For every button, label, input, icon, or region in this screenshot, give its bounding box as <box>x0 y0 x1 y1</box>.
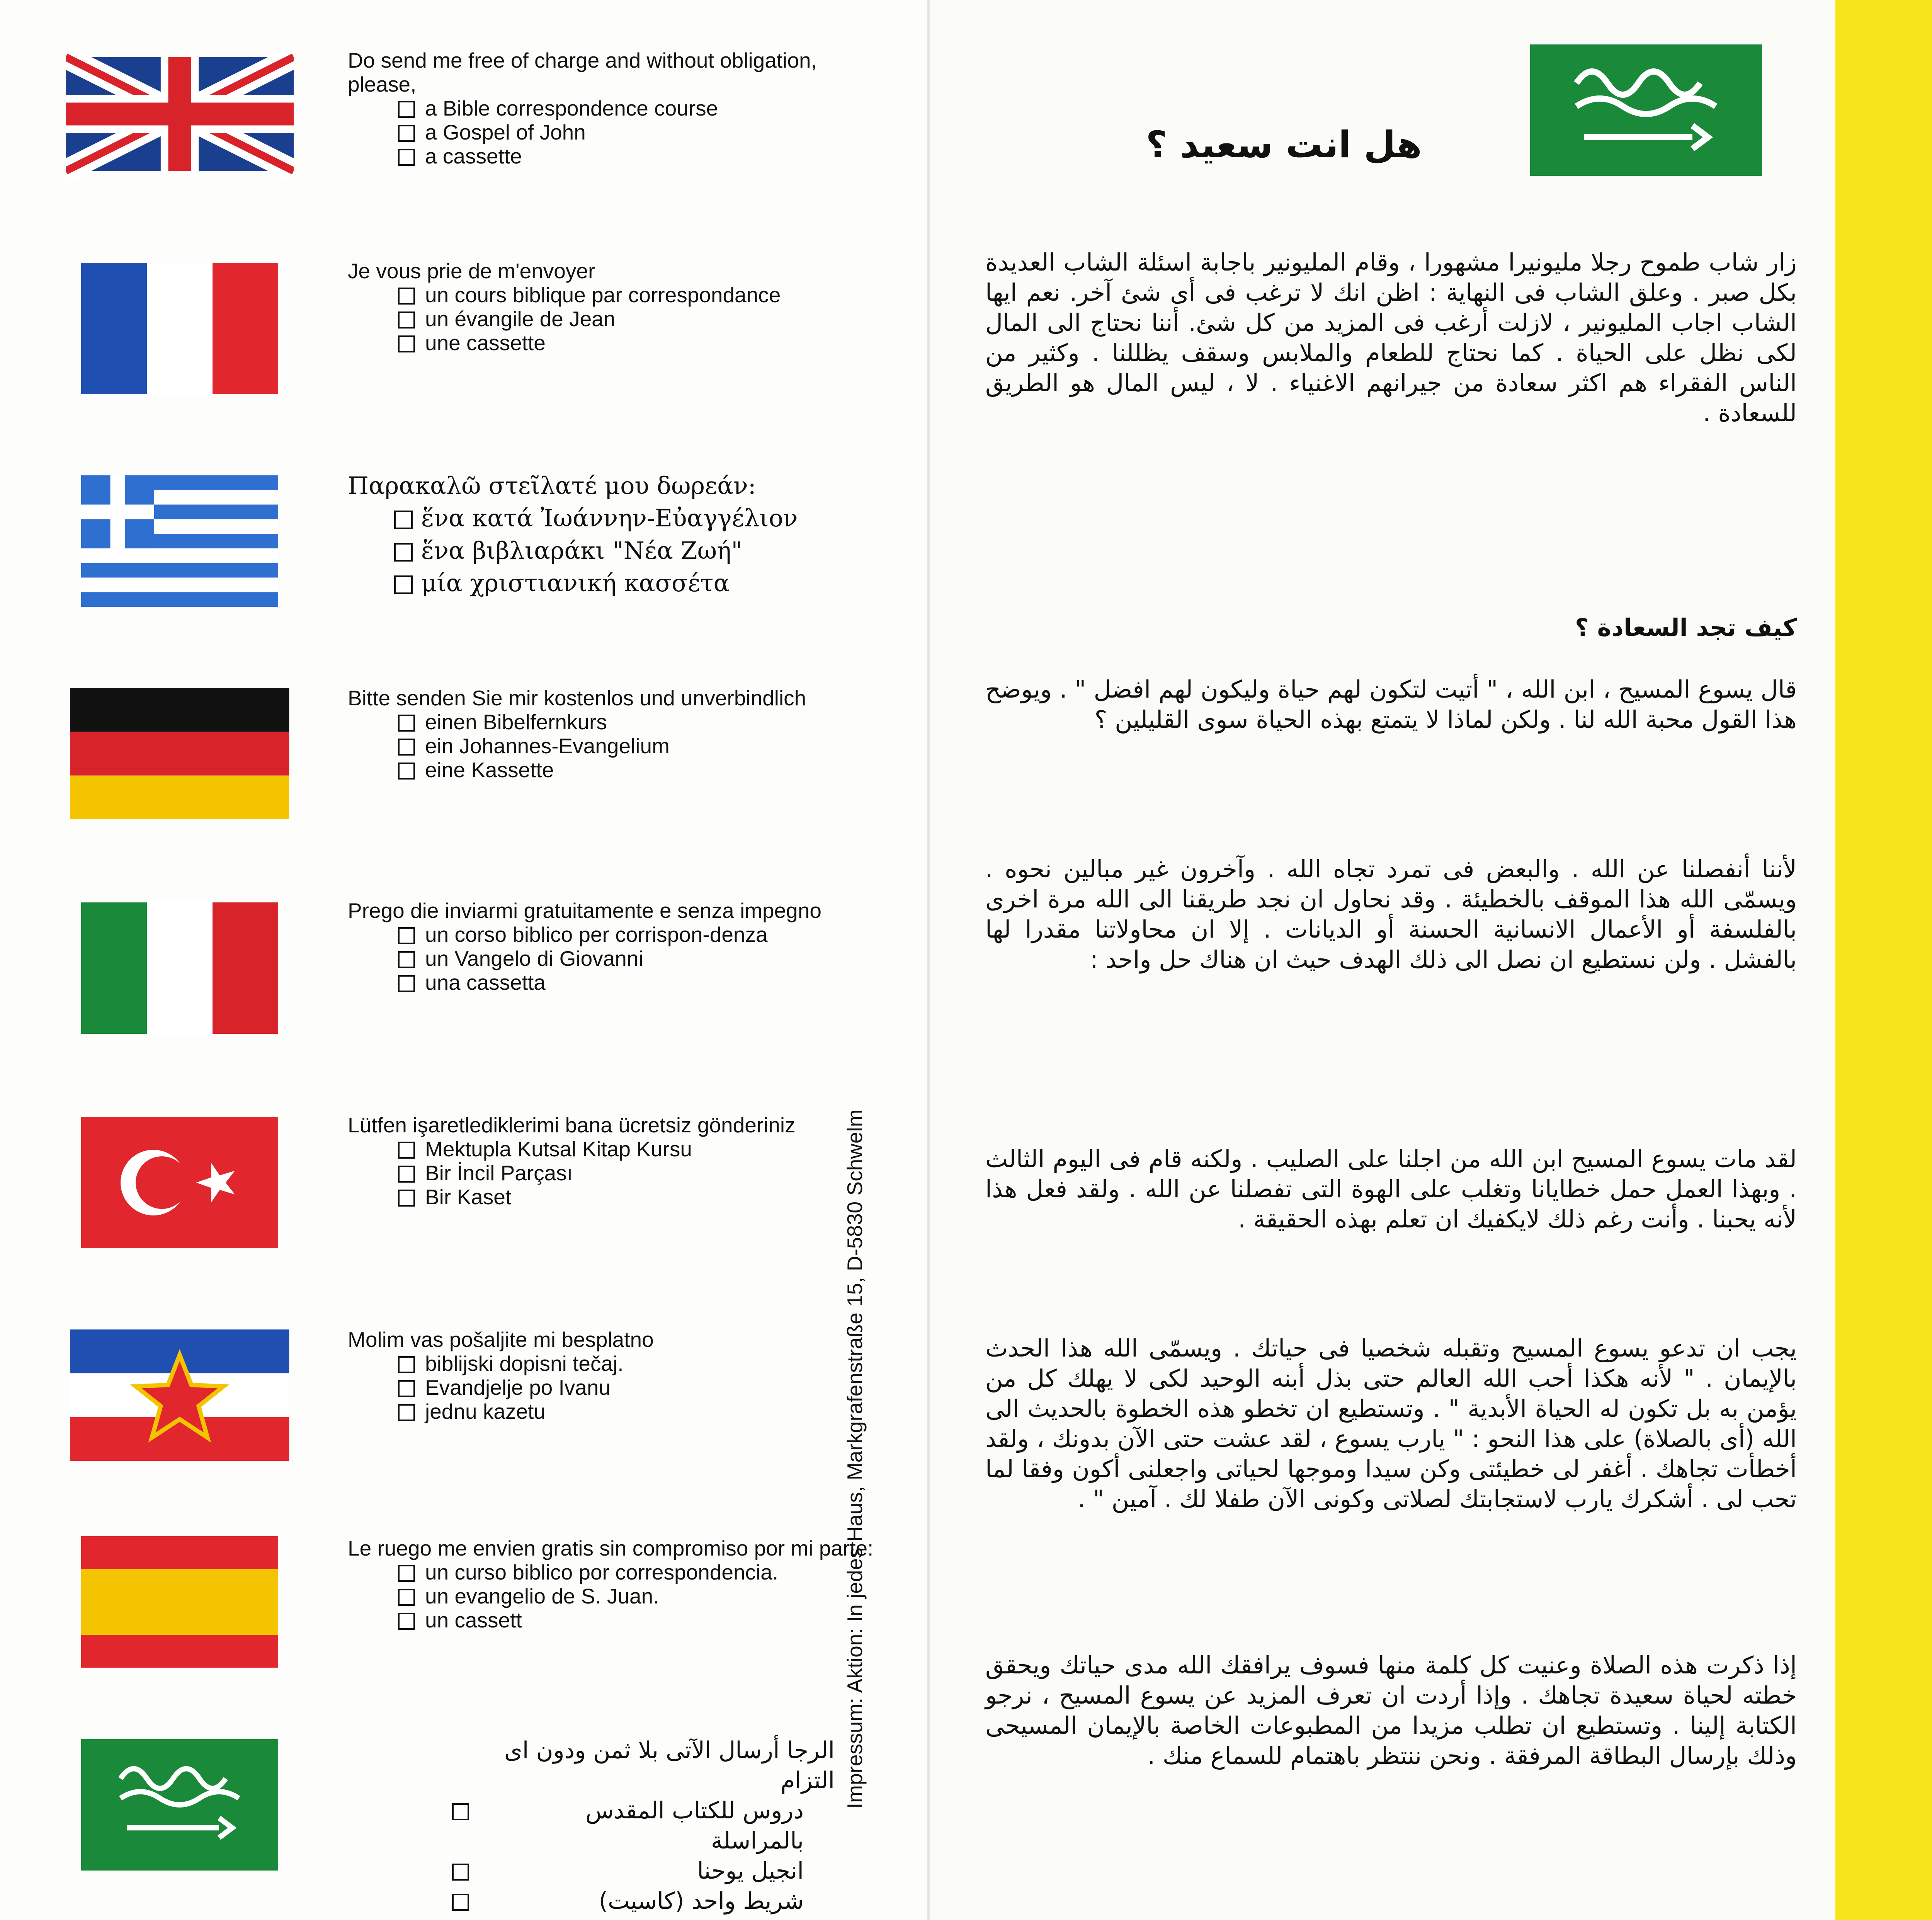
turkey-flag <box>66 1117 294 1248</box>
form-intro: الرجا أرسال الآتى بلا ثمن ودون اى التزام <box>504 1737 835 1794</box>
form-intro: Lütfen işaretlediklerimi bana ücretsiz gönderiniz <box>348 1113 796 1137</box>
germany-flag <box>66 688 294 819</box>
checkbox-option[interactable]: Evandjelje po Ivanu <box>398 1375 889 1399</box>
cover-panel <box>1835 0 1932 1920</box>
paragraph: قال يسوع المسيح ، ابن الله ، " أتيت لتكون لهم حياة وليكون لهم افضل " . ويوضح هذا القول محبة الله لنا . ولكن لماذا لا يتمتع بهذه الحياة سوى القليلين ؟ <box>985 675 1797 734</box>
paragraph: إذا ذكرت هذه الصلاة وعنيت كل كلمة منها فسوف يرافقك الله مدى حياتك ويحقق خطته لحياة سعيدة تجاهك . وإذا أردت ان تعرف المزيد عن يسوع المسيح ، نرجو الكتابة إلينا . وتستطيع ان تطلب مزيدا من المطبوعات الخاصة بالإيمان المسيحى وذلك بإرسال البطاقة المرفقة . ونحن ننتظر باهتمام للسماع منك . <box>985 1651 1797 1770</box>
checkbox-option[interactable]: eine Kassette <box>398 758 889 782</box>
checkbox-option[interactable]: انجيل يوحنا <box>487 1856 804 1886</box>
checkbox-option[interactable]: Bir İncil Parçası <box>398 1161 889 1185</box>
checkbox-option[interactable]: Bir Kaset <box>398 1185 889 1209</box>
checkbox-option[interactable]: ἕνα κατά Ἰωάννην-Εὐαγγέλιον <box>394 502 889 534</box>
form-french <box>348 259 889 355</box>
checkbox-option[interactable]: ein Johannes-Evangelium <box>398 734 889 758</box>
page-title: هل انت سعيد ؟ <box>1146 124 1422 166</box>
saudi-flag <box>1530 44 1762 176</box>
greece-flag <box>66 475 294 607</box>
checkbox-option[interactable]: un cassett <box>398 1608 889 1632</box>
paragraph: لأننا أنفصلنا عن الله . والبعض فى تمرد تجاه الله . وآخرون غير مبالين نحوه . ويسمّى الله هذا الموقف بالخطيئة . وقد نحاول ان نجد طريقنا الى الله مرة اخرى بالفلسفة أو الأعمال الانسانية الحسنة أو الديانات . إلا ان محاولاتنا مقدرا لها بالفشل . ولن نستطيع ان نصل الى ذلك الهدف حيث ان هناك حل واحد : <box>985 855 1797 974</box>
form-intro: Prego die inviarmi gratuitamente e senza impegno <box>348 899 821 923</box>
navy-body <box>1835 0 1932 1920</box>
imprint-text: Impressum: Aktion: In jedes Haus, Markgrafenstraße 15, D-5830 Schwelm <box>843 1109 867 1809</box>
checkbox-option[interactable]: un corso biblico per corrispon-denza <box>398 923 889 946</box>
form-croatian <box>348 1328 889 1423</box>
yugoslavia-flag <box>66 1329 294 1461</box>
paragraph: لقد مات يسوع المسيح ابن الله من اجلنا على الصليب . ولكنه قام فى اليوم الثالث . وبهذا العمل حمل خطايانا وتغلب على الهوة التى تفصلنا عن الله . ولقد فعل هذا لأنه يحبنا . وأنت رغم ذلك لايكفيك ان تعلم بهذه الحقيقة . <box>985 1145 1797 1233</box>
checkbox-option[interactable]: شريط واحد (كاسيت) <box>487 1886 804 1916</box>
form-arabic <box>487 1735 835 1916</box>
checkbox-option[interactable]: μία χριστιανική κασσέτα <box>394 567 889 599</box>
checkbox-option[interactable]: un cours biblique par correspondance <box>398 283 889 307</box>
france-flag <box>66 263 294 394</box>
form-german <box>348 686 889 782</box>
checkbox-option[interactable]: jednu kazetu <box>398 1399 889 1423</box>
checkbox-option[interactable]: un Vangelo di Giovanni <box>398 946 889 970</box>
subheading: كيف تجد السعادة ؟ <box>1575 613 1797 642</box>
checkbox-option[interactable]: una cassetta <box>398 970 889 994</box>
paragraph: زار شاب طموح رجلا مليونيرا مشهورا ، وقام المليونير باجابة اسئلة الشاب العديدة بكل صبر . وعلق الشاب فى النهاية : اظن انك لا ترغب فى أى شئ آخر. نعم ايها الشاب اجاب المليونير ، لازلت أرغب فى المزيد من كل شئ. أننا نحتاج الى المال لكى نظل على الحياة . كما نحتاج للطعام والملابس وسقف يظللنا . وكثير من الناس الفقراء هم اكثر سعادة من جيرانهم الاغنياء . لا ، ليس المال هو الطريق للسعادة . <box>985 248 1797 427</box>
form-intro: Je vous prie de m'envoyer <box>348 259 595 283</box>
form-greek <box>348 470 889 599</box>
form-intro: Παρακαλῶ στεῖλατέ μου δωρεάν: <box>348 471 756 500</box>
checkbox-option[interactable]: biblijski dopisni tečaj. <box>398 1351 889 1375</box>
form-turkish <box>348 1113 889 1209</box>
checkbox-option[interactable]: un evangelio de S. Juan. <box>398 1584 889 1608</box>
italy-flag <box>66 902 294 1034</box>
form-intro: Do send me free of charge and without obligation, please, <box>348 48 817 96</box>
spain-flag <box>66 1536 294 1668</box>
paragraph: يجب ان تدعو يسوع المسيح وتقبله شخصيا فى حياتك . ويسمّى الله هذا الحدث بالإيمان . " لأنه هكذا أحب الله العالم حتى بذل أبنه الوحيد لكى لا يهلك كل من يؤمن به بل تكون له الحياة الأبدية " . وتستطيع ان تخطو هذه الخطوة بالحديث الى الله (أى بالصلاة) على هذا النحو : " يارب يسوع ، لقد عشت حتى الآن بدونك ، ولقد أخطأت تجاهك . أغفر لى خطيئتى وكن سيدا وموجها لحياتى واجعلنى أكون وفقا لما تحب لى . أشكرك يارب لاستجابتك لصلاتى وكونى الآن طفلا لك . آمين " . <box>985 1334 1797 1513</box>
form-intro: Bitte senden Sie mir kostenlos und unverbindlich <box>348 686 806 710</box>
checkbox-option[interactable]: un curso biblico por correspondencia. <box>398 1560 889 1584</box>
question-mark-illustration <box>1835 0 1932 1920</box>
spain-band <box>1916 310 1932 545</box>
reply-card-panel <box>0 0 927 1920</box>
checkbox-option[interactable]: a cassette <box>398 144 889 168</box>
checkbox-option[interactable]: a Gospel of John <box>398 120 889 144</box>
uk-flag <box>66 48 294 180</box>
checkbox-option[interactable]: Mektupla Kutsal Kitap Kursu <box>398 1137 889 1161</box>
checkbox-option[interactable]: دروس للكتاب المقدس بالمراسلة <box>487 1796 804 1856</box>
checkbox-option[interactable]: a Bible correspondence course <box>398 96 889 120</box>
form-intro: Le ruego me envien gratis sin compromiso por mi parte: <box>348 1536 874 1560</box>
form-intro: Molim vas pošaljite mi besplatno <box>348 1328 654 1351</box>
checkbox-option[interactable]: einen Bibelfernkurs <box>398 710 889 734</box>
saudi-flag <box>66 1739 294 1871</box>
form-italian <box>348 899 889 994</box>
checkbox-option[interactable]: ἕνα βιβλιαράκι "Νέα Ζωή" <box>394 534 889 567</box>
form-spanish <box>348 1536 889 1632</box>
checkbox-option[interactable]: une cassette <box>398 331 889 355</box>
checkbox-option[interactable]: un évangile de Jean <box>398 307 889 331</box>
form-english <box>348 48 889 168</box>
